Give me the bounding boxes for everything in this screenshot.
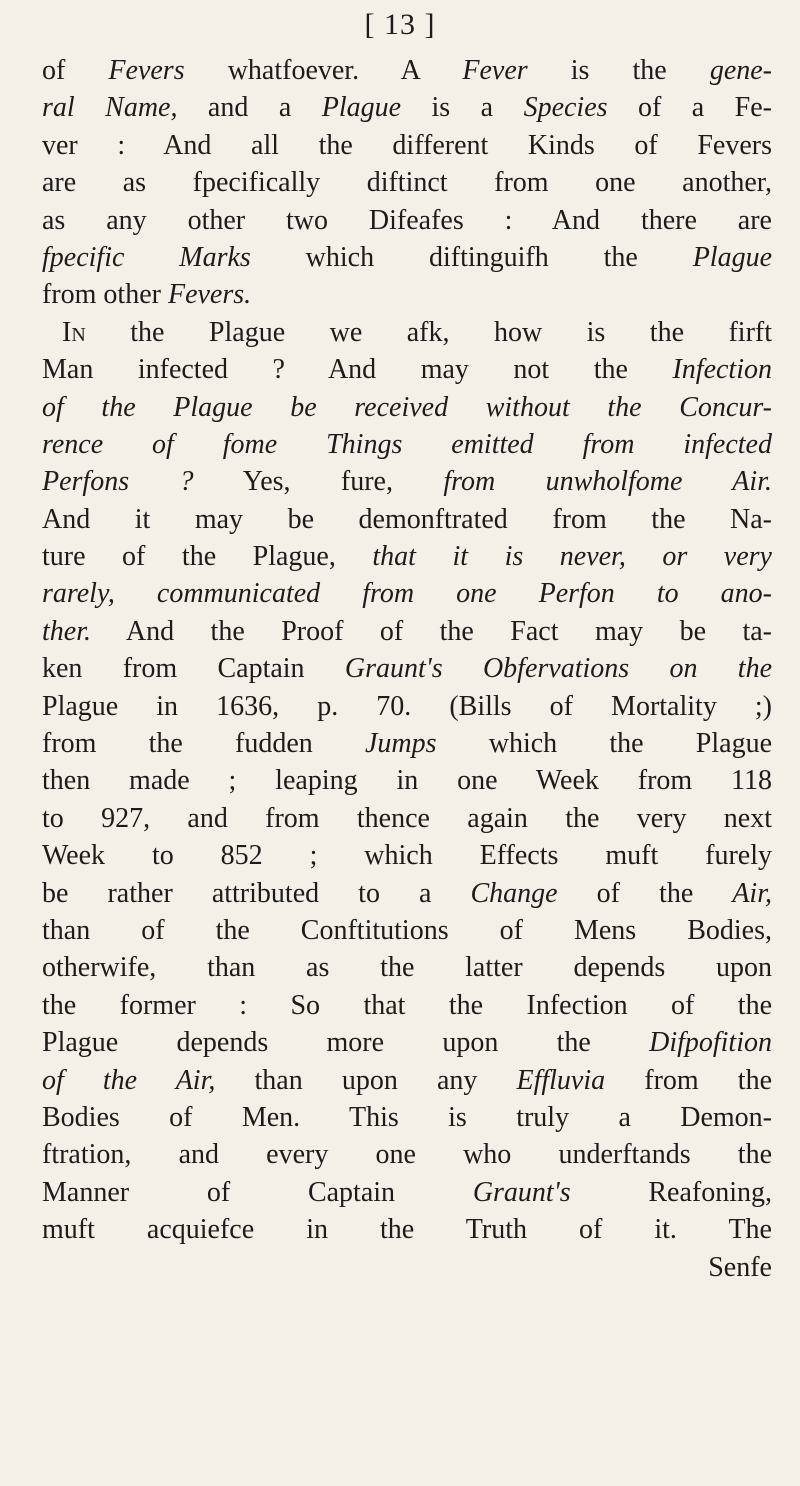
italic-run: Jumps [365,728,437,760]
text-line [42,762,772,799]
text-run: otherwife, than as the latter depends upon [42,952,772,984]
italic-run: gene- [709,55,772,86]
text-line [42,52,772,89]
text-run: Reafoning, [570,1176,772,1208]
text-run: And the Proof of the Fact may be ta- [91,615,772,647]
text-line [42,164,772,201]
text-run: of the [557,877,733,909]
text-run: which diftinguifh the [250,241,693,273]
text-run: is the [527,55,710,86]
text-run: Manner of Captain [42,1176,473,1208]
text-run: ftration, and every one who underftands the [42,1139,772,1171]
text-line [42,837,772,874]
text-line [42,1174,772,1211]
italic-run: Difpofition [649,1027,772,1059]
text-run: of a Fe- [607,92,773,124]
text-line [42,127,772,164]
text-line [42,351,772,388]
text-line [42,538,772,575]
text-run: Plague in 1636, p. 70. (Bills of Mortality ;) [42,690,772,722]
italic-run: rence of fome Things emitted from infected [42,428,772,460]
text-run: and a [177,92,322,124]
text-line [42,239,772,276]
text-run: Plague depends more upon the [42,1027,650,1059]
text-line [42,613,772,650]
text-run: In [62,316,86,348]
text-run: be rather attributed to a [42,877,471,909]
text-line [42,575,772,612]
catchword: Senfe [708,1251,772,1283]
text-line [42,1136,772,1173]
text-run: are as fpecifically diftinct from one another, [42,167,772,199]
italic-run: Fevers. [167,279,252,311]
text-run: Bodies of Men. This is truly a Demon- [42,1101,772,1133]
text-run: from other [42,279,168,311]
text-line [42,463,772,500]
text-line [42,1211,772,1248]
text-run: Man infected ? And may not the [42,354,673,386]
italic-run: Fever [462,55,528,86]
body-text [42,52,772,1286]
italic-run: Plague [321,92,402,124]
page-number-header: [ 13 ] [364,8,436,41]
italic-run: from unwholfome Air. [443,466,772,498]
text-line [42,202,772,239]
text-line [42,949,772,986]
text-run: as any other two Difeafes : And there are [42,204,772,236]
text-run: the Plague we afk, how is the firft [85,316,772,348]
text-run: of [42,55,109,86]
text-run: ken from Captain [42,653,345,685]
italic-run: of the Plague be received without the Concur- [42,391,772,423]
text-line [42,800,772,837]
italic-run: Species [523,92,608,124]
italic-run: Perfons ? [42,466,194,498]
italic-run: of the Air, [42,1064,216,1096]
text-run: muft acquiefce in the Truth of it. The [42,1214,772,1246]
text-run: then made ; leaping in one Week from 118 [42,765,772,797]
italic-run: Change [470,877,558,909]
text-line [42,1062,772,1099]
italic-run: Graunt's Obfervations on the [344,653,772,685]
text-line [42,987,772,1024]
text-line [42,875,772,912]
text-run: than upon any [215,1064,517,1096]
text-run: ture of the Plague, [42,541,373,573]
text-line [42,501,772,538]
italic-run: that it is never, or very [372,541,772,573]
text-run: And it may be demonftrated from the Na- [42,503,772,535]
italic-run: ther. [42,615,91,647]
text-line [42,426,772,463]
text-line [42,650,772,687]
text-line [42,688,772,725]
text-line [42,1099,772,1136]
text-run: the former : So that the Infection of the [42,989,772,1021]
text-line [42,1024,772,1061]
text-run: which the Plague [436,728,772,760]
text-line [42,276,772,313]
text-run: whatfoever. A [184,55,463,86]
italic-run: Effluvia [516,1064,606,1096]
text-run: ver : And all the different Kinds of Fevers [42,129,772,161]
text-run: Yes, fure, [193,466,444,498]
text-run: from the [605,1064,773,1096]
text-run: from the fudden [42,728,365,760]
text-line [42,89,772,126]
italic-run: Air, [732,877,772,909]
text-line [42,725,772,762]
text-line [42,912,772,949]
text-run: than of the Conftitutions of Mens Bodies, [42,914,772,946]
italic-run: Fevers [108,55,185,86]
text-run: to 927, and from thence again the very next [42,802,772,834]
italic-run: Plague [692,241,772,273]
italic-run: ral Name, [42,92,178,124]
text-run: is a [401,92,524,124]
italic-run: fpecific Marks [42,241,251,273]
text-line [42,314,772,351]
text-line [42,389,772,426]
italic-run: Graunt's [472,1176,571,1208]
italic-run: rarely, communicated from one Perfon to ano- [42,578,772,610]
italic-run: Infection [672,354,772,386]
text-run: Week to 852 ; which Effects muft furely [42,840,772,872]
